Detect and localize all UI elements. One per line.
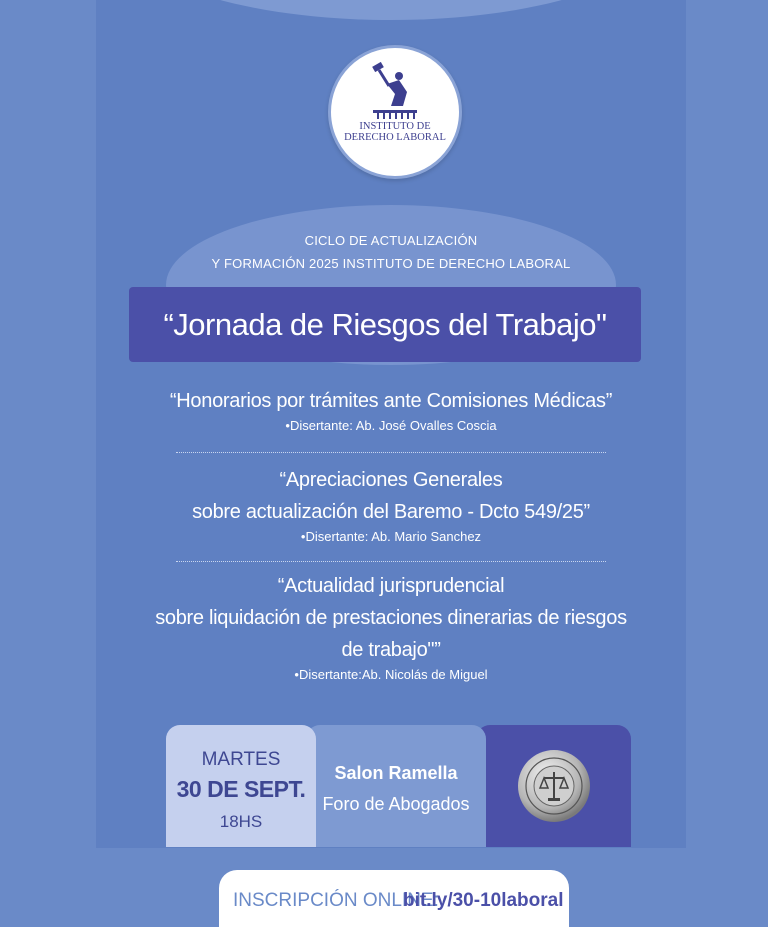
institute-logo: [328, 45, 462, 179]
talk-2: [96, 464, 686, 546]
divider: [176, 561, 606, 562]
venue-organization: Foro de Abogados: [322, 794, 470, 814]
decorative-arc-top: [126, 0, 656, 20]
talk-title-line: “Honorarios por trámites ante Comisiones Médicas”: [169, 390, 613, 412]
logo-line-1: INSTITUTO DE: [359, 121, 431, 132]
registration-label: INSCRIPCIÓN ONLINE:: [233, 890, 439, 911]
event-weekday: MARTES: [201, 749, 281, 770]
date-card: [166, 725, 316, 847]
talk-title-line: “Apreciaciones Generales: [279, 469, 503, 491]
talk-title-line: de trabajo"”: [341, 639, 441, 661]
event-time: 18HS: [219, 812, 263, 831]
worker-hammer-icon: [369, 62, 421, 120]
venue-name: Salon Ramella: [334, 763, 458, 783]
registration-box: [219, 870, 569, 927]
bar-association-seal-icon: [516, 748, 592, 824]
talk-title-line: sobre actualización del Baremo - Dcto 549/25”: [192, 501, 590, 523]
talk-speaker: •Disertante: Ab. José Ovalles Coscia: [285, 418, 497, 433]
event-date: 30 DE SEPT.: [176, 776, 306, 802]
divider: [176, 452, 606, 453]
seal-card: [476, 725, 631, 847]
talk-3: [96, 570, 686, 684]
talk-title-line: “Actualidad jurisprudencial: [277, 575, 505, 597]
event-title: “Jornada de Riesgos del Trabajo": [129, 287, 641, 362]
talk-title-line: sobre liquidación de prestaciones dinerarias de riesgos: [155, 607, 627, 629]
cycle-line-2: Y FORMACIÓN 2025 INSTITUTO DE DERECHO LABORAL: [211, 256, 571, 271]
cycle-line-1: CICLO DE ACTUALIZACIÓN: [304, 233, 478, 248]
logo-line-2: DERECHO LABORAL: [344, 132, 446, 143]
talk-1: [96, 385, 686, 435]
registration-link[interactable]: bit.ly/30-10laboral: [403, 890, 564, 911]
talk-speaker: •Disertante:Ab. Nicolás de Miguel: [294, 667, 488, 682]
poster: [96, 0, 686, 927]
talk-speaker: •Disertante: Ab. Mario Sanchez: [300, 529, 482, 544]
venue-card: [306, 725, 486, 847]
